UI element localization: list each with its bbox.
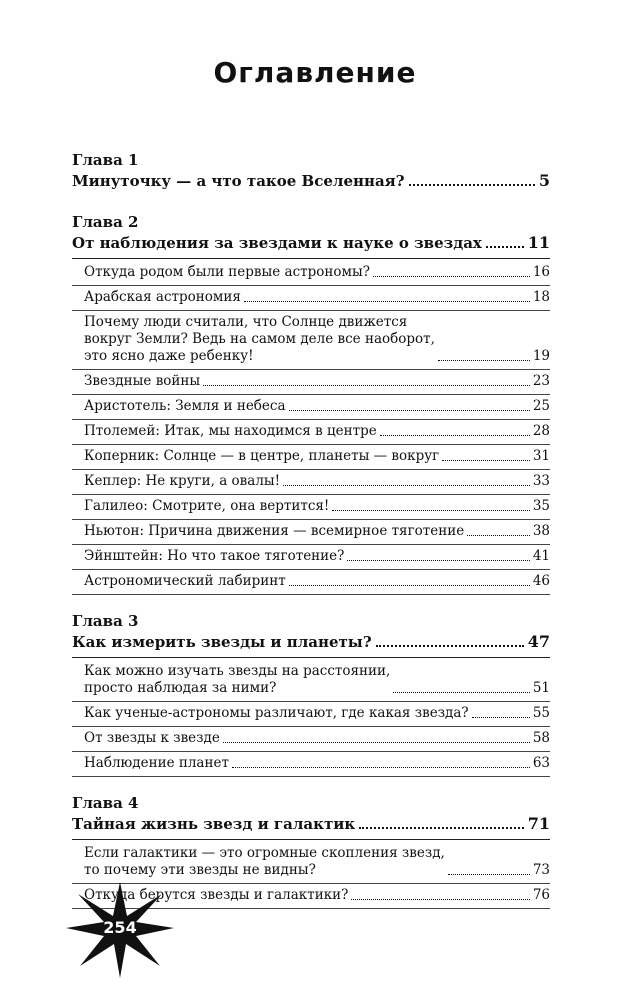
entry-page: 19 xyxy=(532,348,550,364)
entry-title: От звезды к звезде xyxy=(84,730,220,746)
chapter-title: Тайная жизнь звезд и галактик xyxy=(72,815,356,833)
dot-leader xyxy=(467,535,530,536)
entry-page: 63 xyxy=(532,755,550,771)
dot-leader xyxy=(351,899,529,900)
page-title: Оглавление xyxy=(213,56,417,89)
chapter-title-row[interactable] xyxy=(72,631,550,658)
dot-leader xyxy=(289,585,530,586)
dot-leader xyxy=(472,717,530,718)
chapter-page: 71 xyxy=(527,814,550,833)
dot-leader xyxy=(359,827,524,829)
chapter-1 xyxy=(72,150,550,196)
toc-entry[interactable] xyxy=(72,545,550,570)
dot-leader xyxy=(289,410,530,411)
page-number-badge xyxy=(64,880,176,980)
chapter-label: Глава 2 xyxy=(72,213,139,231)
entry-title: Птолемей: Итак, мы находимся в центре xyxy=(84,423,377,439)
chapter-title-row[interactable] xyxy=(72,232,550,259)
chapter-title-row[interactable] xyxy=(72,813,550,840)
dot-leader xyxy=(409,184,535,186)
entry-page: 25 xyxy=(532,398,550,414)
page-number: 254 xyxy=(103,918,137,937)
toc-entry[interactable] xyxy=(72,395,550,420)
chapter-title: От наблюдения за звездами к науке о звездах xyxy=(72,234,482,252)
dot-leader xyxy=(448,874,530,875)
toc-entry[interactable] xyxy=(72,470,550,495)
dot-leader xyxy=(486,246,524,248)
chapter-2 xyxy=(72,212,550,595)
entry-title: Ньютон: Причина движения — всемирное тяготение xyxy=(84,523,465,539)
entry-title: Астрономический лабиринт xyxy=(84,573,286,589)
entry-title: Как ученые-астрономы различают, где какая звезда? xyxy=(84,705,469,721)
dot-leader xyxy=(283,485,530,486)
entry-page: 46 xyxy=(532,573,550,589)
chapter-page: 47 xyxy=(527,632,550,651)
toc-entry[interactable] xyxy=(72,370,550,395)
toc-entry[interactable] xyxy=(72,261,550,286)
chapter-3 xyxy=(72,611,550,777)
entry-page: 33 xyxy=(532,473,550,489)
entry-page: 51 xyxy=(532,680,550,696)
entry-page: 55 xyxy=(532,705,550,721)
entry-page: 73 xyxy=(532,862,550,878)
entry-title: Кеплер: Не круги, а овалы! xyxy=(84,473,281,489)
chapter-title: Минуточку — а что такое Вселенная? xyxy=(72,172,405,190)
toc-entry[interactable] xyxy=(72,660,550,702)
entry-title: Арабская астрономия xyxy=(84,289,241,305)
toc-entry[interactable] xyxy=(72,420,550,445)
entry-page: 38 xyxy=(532,523,550,539)
entry-title: Почему люди считали, что Солнце движется вокруг Земли? Ведь на самом деле все наоборот, это ясно даже ребенку! xyxy=(84,314,435,364)
dot-leader xyxy=(393,692,530,693)
dot-leader xyxy=(203,385,530,386)
entry-title: Если галактики — это огромные скопления звезд, то почему эти звезды не видны? xyxy=(84,845,445,878)
toc-entry[interactable] xyxy=(72,842,550,884)
entry-title: Эйнштейн: Но что такое тяготение? xyxy=(84,548,345,564)
chapter-page: 5 xyxy=(538,171,550,190)
entry-title: Как можно изучать звезды на расстоянии, просто наблюдая за ними? xyxy=(84,663,391,696)
table-of-contents xyxy=(72,150,550,925)
dot-leader xyxy=(438,360,530,361)
entry-page: 41 xyxy=(532,548,550,564)
entry-page: 28 xyxy=(532,423,550,439)
entry-title: Откуда берутся звезды и галактики? xyxy=(84,887,349,903)
entry-title: Коперник: Солнце — в центре, планеты — вокруг xyxy=(84,448,440,464)
dot-leader xyxy=(332,510,529,511)
dot-leader xyxy=(442,460,530,461)
chapter-label: Глава 3 xyxy=(72,612,139,630)
chapter-label: Глава 4 xyxy=(72,794,139,812)
dot-leader xyxy=(347,560,529,561)
dot-leader xyxy=(232,767,530,768)
toc-entry[interactable] xyxy=(72,311,550,370)
toc-entry[interactable] xyxy=(72,520,550,545)
dot-leader xyxy=(244,301,530,302)
entry-title: Звездные войны xyxy=(84,373,201,389)
entry-title: Аристотель: Земля и небеса xyxy=(84,398,286,414)
entry-page: 18 xyxy=(532,289,550,305)
entry-page: 16 xyxy=(532,264,550,280)
toc-entry[interactable] xyxy=(72,445,550,470)
chapter-title: Как измерить звезды и планеты? xyxy=(72,633,372,651)
entry-title: Наблюдение планет xyxy=(84,755,229,771)
entry-page: 35 xyxy=(532,498,550,514)
toc-entry[interactable] xyxy=(72,495,550,520)
dot-leader xyxy=(376,645,524,647)
entry-page: 58 xyxy=(532,730,550,746)
entry-title: Галилео: Смотрите, она вертится! xyxy=(84,498,330,514)
chapter-label: Глава 1 xyxy=(72,151,139,169)
entry-page: 31 xyxy=(532,448,550,464)
entry-page: 23 xyxy=(532,373,550,389)
chapter-page: 11 xyxy=(527,233,550,252)
toc-entry[interactable] xyxy=(72,752,550,777)
dot-leader xyxy=(380,435,530,436)
toc-entry[interactable] xyxy=(72,570,550,595)
dot-leader xyxy=(373,276,530,277)
toc-entry[interactable] xyxy=(72,702,550,727)
toc-entry[interactable] xyxy=(72,727,550,752)
entry-page: 76 xyxy=(532,887,550,903)
chapter-title-row[interactable] xyxy=(72,170,550,196)
dot-leader xyxy=(223,742,530,743)
toc-entry[interactable] xyxy=(72,286,550,311)
entry-title: Откуда родом были первые астрономы? xyxy=(84,264,371,280)
